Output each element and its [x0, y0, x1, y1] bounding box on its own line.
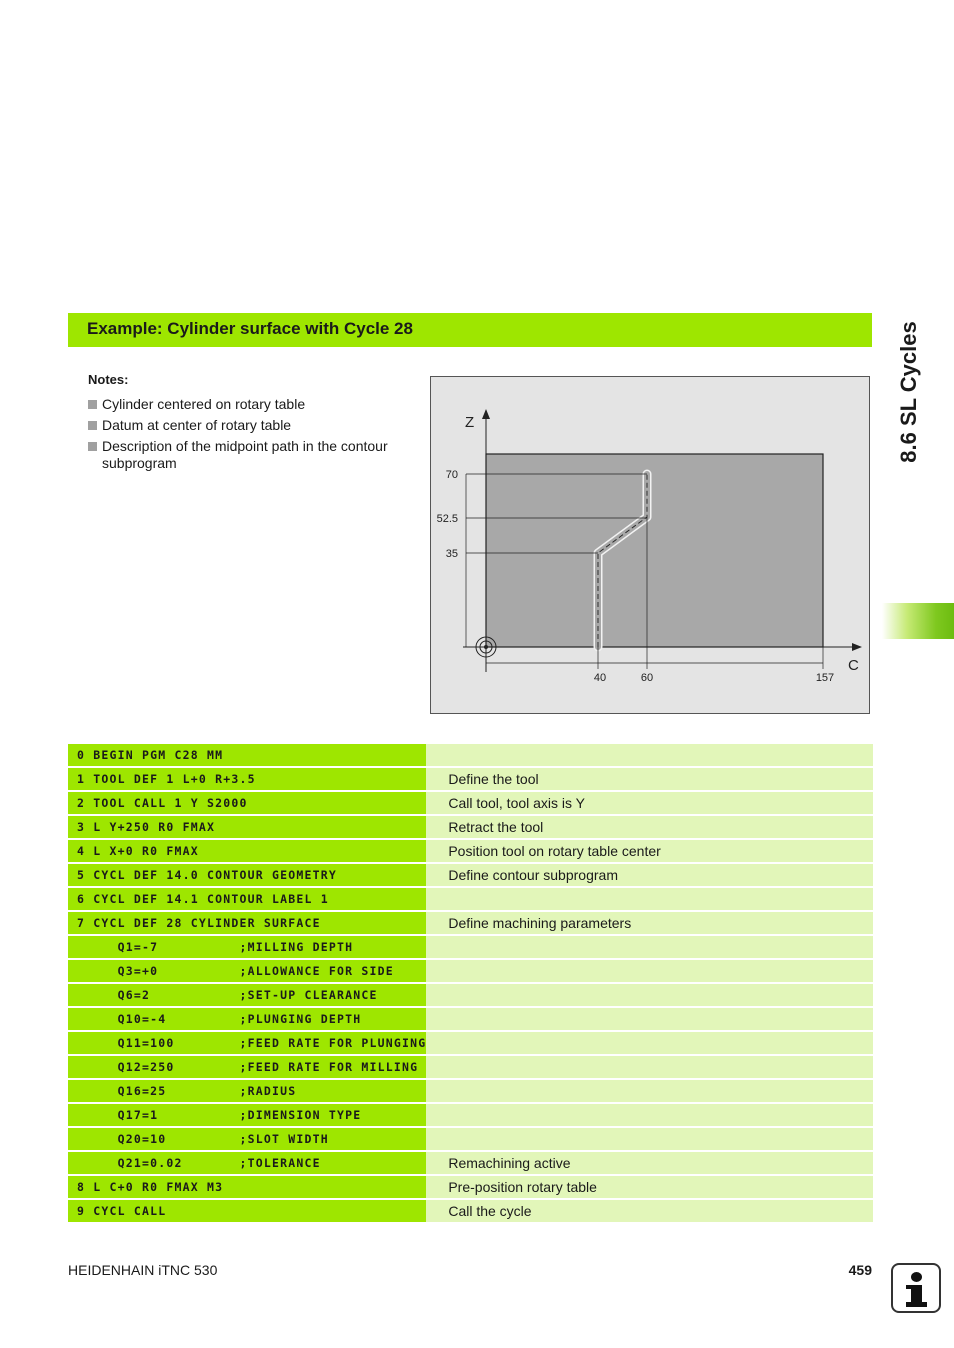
section-title: Example: Cylinder surface with Cycle 28: [87, 319, 413, 338]
program-row: [68, 888, 873, 910]
chapter-tab: [882, 603, 954, 639]
notes-item: [88, 438, 388, 471]
program-code-cell: 4 L X+0 R0 FMAX: [68, 840, 426, 862]
program-code-cell: 7 CYCL DEF 28 CYLINDER SURFACE: [68, 912, 426, 934]
program-row: [68, 1008, 873, 1030]
program-desc-cell: [426, 1080, 873, 1102]
program-code-cell: 0 BEGIN PGM C28 MM: [68, 744, 426, 766]
program-code-cell: Q12=250 ;FEED RATE FOR MILLING: [68, 1056, 426, 1078]
program-code-cell: Q17=1 ;DIMENSION TYPE: [68, 1104, 426, 1126]
program-row: [68, 936, 873, 958]
program-desc-cell: [426, 936, 873, 958]
program-desc-cell: Call tool, tool axis is Y: [426, 792, 873, 814]
program-row: [68, 744, 873, 766]
program-row: [68, 1176, 873, 1198]
program-row: [68, 840, 873, 862]
figure-drawing: [431, 377, 871, 715]
program-code-cell: Q6=2 ;SET-UP CLEARANCE: [68, 984, 426, 1006]
program-code-cell: Q1=-7 ;MILLING DEPTH: [68, 936, 426, 958]
program-code-cell: 5 CYCL DEF 14.0 CONTOUR GEOMETRY: [68, 864, 426, 886]
notes-item: [88, 396, 388, 413]
program-desc-cell: [426, 984, 873, 1006]
bullet-square-icon: [88, 442, 97, 451]
program-desc-cell: Define contour subprogram: [426, 864, 873, 886]
program-code-cell: 8 L C+0 R0 FMAX M3: [68, 1176, 426, 1198]
program-desc-cell: Position tool on rotary table center: [426, 840, 873, 862]
program-row: [68, 768, 873, 790]
program-code-cell: Q16=25 ;RADIUS: [68, 1080, 426, 1102]
z-axis-label: Z: [465, 414, 475, 431]
info-icon[interactable]: [891, 1263, 941, 1313]
program-desc-cell: [426, 960, 873, 982]
c-tick-157: 157: [815, 672, 835, 684]
program-desc-cell: [426, 1128, 873, 1150]
c-tick-60: 60: [640, 672, 654, 684]
info-icon-dot: [911, 1272, 922, 1282]
side-chapter-title-text: 8.6 SL Cycles: [896, 321, 921, 463]
notes-item-text: Description of the midpoint path in the contour subprogram: [102, 438, 388, 471]
info-icon-base: [906, 1302, 927, 1307]
program-desc-cell: [426, 744, 873, 766]
program-code-cell: 1 TOOL DEF 1 L+0 R+3.5: [68, 768, 426, 790]
program-row: [68, 960, 873, 982]
program-desc-cell: Define the tool: [426, 768, 873, 790]
program-table-body: [68, 744, 873, 1222]
program-code-cell: Q3=+0 ;ALLOWANCE FOR SIDE: [68, 960, 426, 982]
z-tick-70: 70: [445, 469, 458, 481]
program-desc-cell: [426, 1032, 873, 1054]
cylinder-surface-figure: [430, 376, 870, 714]
workpiece-surface: [486, 454, 823, 647]
program-row: [68, 816, 873, 838]
page-number: 459: [848, 1262, 872, 1278]
program-row: [68, 1032, 873, 1054]
z-tick-52-5: 52.5: [436, 513, 458, 525]
program-desc-cell: Retract the tool: [426, 816, 873, 838]
program-row: [68, 1152, 873, 1174]
program-desc-cell: Pre-position rotary table: [426, 1176, 873, 1198]
program-code-cell: 3 L Y+250 R0 FMAX: [68, 816, 426, 838]
notes-item-text: Cylinder centered on rotary table: [102, 396, 306, 412]
program-desc-cell: [426, 1008, 873, 1030]
program-desc-cell: [426, 888, 873, 910]
program-row: [68, 864, 873, 886]
program-row: [68, 1056, 873, 1078]
program-code-cell: Q21=0.02 ;TOLERANCE: [68, 1152, 426, 1174]
program-table: [68, 742, 873, 1224]
program-row: [68, 912, 873, 934]
c-tick-40: 40: [593, 672, 607, 684]
bullet-square-icon: [88, 400, 97, 409]
program-desc-cell: Remachining active: [426, 1152, 873, 1174]
program-desc-cell: [426, 1104, 873, 1126]
program-code-cell: 2 TOOL CALL 1 Y S2000: [68, 792, 426, 814]
c-axis-label: C: [848, 657, 859, 674]
bullet-square-icon: [88, 421, 97, 430]
program-desc-cell: Define machining parameters: [426, 912, 873, 934]
info-icon-stem: [911, 1285, 922, 1303]
program-desc-cell: [426, 1056, 873, 1078]
program-row: [68, 1200, 873, 1222]
program-desc-cell: Call the cycle: [426, 1200, 873, 1222]
program-row: [68, 984, 873, 1006]
section-header-bar: [68, 313, 872, 347]
program-row: [68, 1104, 873, 1126]
program-row: [68, 792, 873, 814]
program-code-cell: Q11=100 ;FEED RATE FOR PLUNGING: [68, 1032, 426, 1054]
z-tick-35: 35: [445, 548, 458, 560]
program-row: [68, 1080, 873, 1102]
footer-product: HEIDENHAIN iTNC 530: [68, 1262, 218, 1278]
notes-list: [88, 396, 388, 476]
program-code-cell: Q10=-4 ;PLUNGING DEPTH: [68, 1008, 426, 1030]
program-code-cell: 6 CYCL DEF 14.1 CONTOUR LABEL 1: [68, 888, 426, 910]
notes-item-text: Datum at center of rotary table: [102, 417, 292, 433]
notes-item: [88, 417, 388, 434]
datum-center-dot: [484, 645, 488, 649]
program-row: [68, 1128, 873, 1150]
program-code-cell: 9 CYCL CALL: [68, 1200, 426, 1222]
program-code-cell: Q20=10 ;SLOT WIDTH: [68, 1128, 426, 1150]
side-chapter-title: [879, 292, 939, 492]
notes-heading: Notes:: [88, 372, 129, 387]
